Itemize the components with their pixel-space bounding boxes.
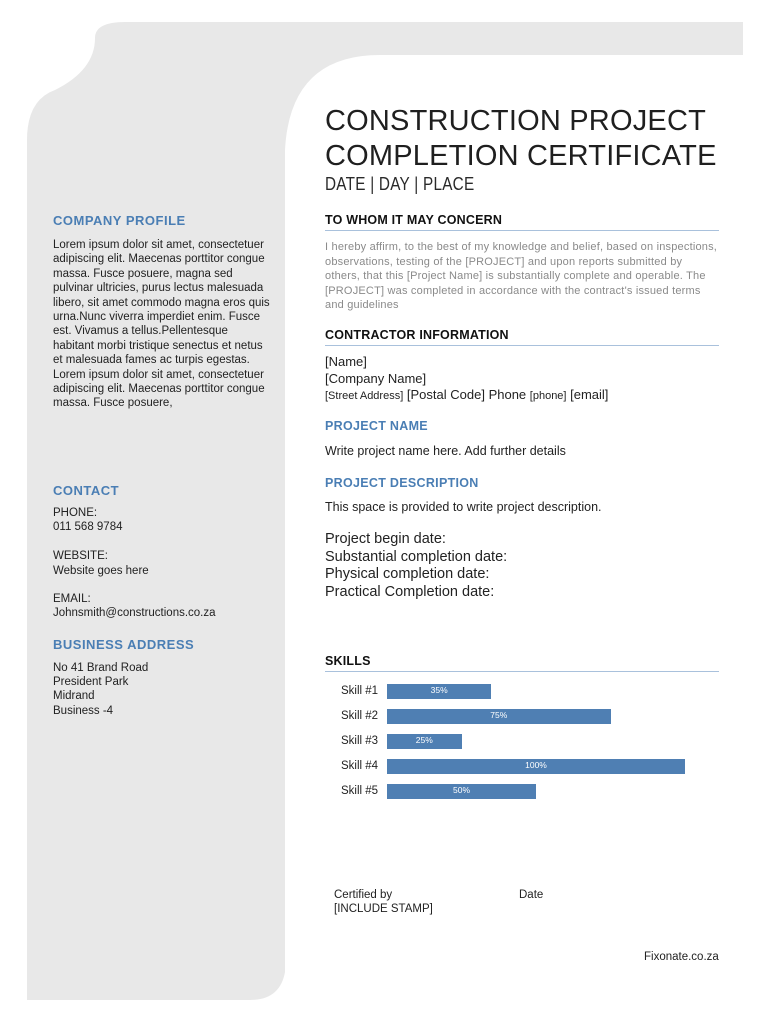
email-label: EMAIL: xyxy=(53,593,91,605)
concern-heading: TO WHOM IT MAY CONCERN xyxy=(325,213,719,231)
skills-heading: SKILLS xyxy=(325,654,719,672)
skill-percent: 100% xyxy=(525,760,547,770)
contractor-postal: [Postal Code] xyxy=(406,387,485,402)
skill-percent: 75% xyxy=(490,710,508,720)
email-value: Johnsmith@constructions.co.za xyxy=(53,607,216,619)
skill-bar xyxy=(387,759,685,774)
subtitle: DATE | DAY | PLACE xyxy=(325,174,475,194)
project-begin-date: Project begin date: xyxy=(325,531,446,547)
footer-site: Fixonate.co.za xyxy=(644,951,719,963)
skill-bar xyxy=(387,784,536,799)
address-line: President Park xyxy=(53,676,129,688)
title-line-2: COMPLETION CERTIFICATE xyxy=(325,140,717,172)
website-label: WEBSITE: xyxy=(53,550,108,562)
skill-percent: 25% xyxy=(415,735,433,745)
contractor-phone-label: Phone xyxy=(488,387,527,402)
project-dates xyxy=(325,531,507,601)
skill-percent: 50% xyxy=(452,785,470,795)
certified-by: Certified by xyxy=(334,889,393,901)
contractor-company: [Company Name] xyxy=(325,370,427,386)
title-line-1: CONSTRUCTION PROJECT xyxy=(325,105,706,137)
contractor-info xyxy=(325,354,608,405)
address-line: Midrand xyxy=(53,690,95,702)
skill-bar xyxy=(387,709,611,724)
address-line: Business -4 xyxy=(53,705,114,717)
address-line: No 41 Brand Road xyxy=(53,662,149,674)
contractor-email: [email] xyxy=(570,387,609,402)
practical-completion-date: Practical Completion date: xyxy=(325,583,495,600)
skill-label: Skill #2 xyxy=(341,710,379,722)
phone-label: PHONE: xyxy=(53,507,98,519)
skill-bar xyxy=(387,734,462,749)
phone-value: 011 568 9784 xyxy=(53,521,123,533)
website-value: Website goes here xyxy=(53,565,149,577)
contractor-heading: CONTRACTOR INFORMATION xyxy=(325,328,719,346)
skill-label: Skill #4 xyxy=(341,760,379,772)
contractor-street: [Street Address] xyxy=(325,390,404,402)
contractor-phone: [phone] xyxy=(529,390,567,402)
project-name-heading: PROJECT NAME xyxy=(325,419,428,433)
project-description-text: This space is provided to write project description. xyxy=(325,500,602,514)
contractor-name: [Name] xyxy=(325,354,367,369)
concern-text: I hereby affirm, to the best of my knowledge and belief, based on inspections, observations, testing of the [PROJECT] and upon reports submitted by others, that this [Project Name] is substantially complete and operable. The [PROJECT] was completed in accordance with the contract's issued terms and guidelines xyxy=(325,241,718,311)
page-title xyxy=(325,104,745,174)
company-profile-text: Lorem ipsum dolor sit amet, consectetuer adipiscing elit. Maecenas porttitor congue massa. Fusce posuere, magna sed pulvinar ultricies, purus lectus malesuada libero, sit amet commodo magna eros quis urna.Nunc viverra imperdiet enim. Fusce est. Vivamus a tellus.Pellentesque habitant morbi tristique senectus et netus et malesuada fames ac turpis egestas. Lorem ipsum dolor sit amet, consectetuer adipiscing elit. Maecenas porttitor congue massa. Fusce posuere, xyxy=(53,239,270,410)
contact-heading: CONTACT xyxy=(53,483,120,498)
skill-percent: 35% xyxy=(430,685,448,695)
skill-bar xyxy=(387,684,491,699)
substantial-completion-date: Substantial completion date: xyxy=(325,548,508,565)
include-stamp: [INCLUDE STAMP] xyxy=(334,903,433,915)
project-description-heading: PROJECT DESCRIPTION xyxy=(325,476,479,490)
project-name-text: Write project name here. Add further details xyxy=(325,444,566,458)
skill-label: Skill #1 xyxy=(341,685,379,697)
physical-completion-date: Physical completion date: xyxy=(325,566,490,583)
skill-label: Skill #5 xyxy=(341,785,379,797)
company-profile-heading: COMPANY PROFILE xyxy=(53,213,186,228)
contractor-address-line xyxy=(325,387,608,405)
date-label: Date xyxy=(519,889,544,901)
skill-label: Skill #3 xyxy=(341,735,379,747)
business-address-heading: BUSINESS ADDRESS xyxy=(53,637,195,652)
